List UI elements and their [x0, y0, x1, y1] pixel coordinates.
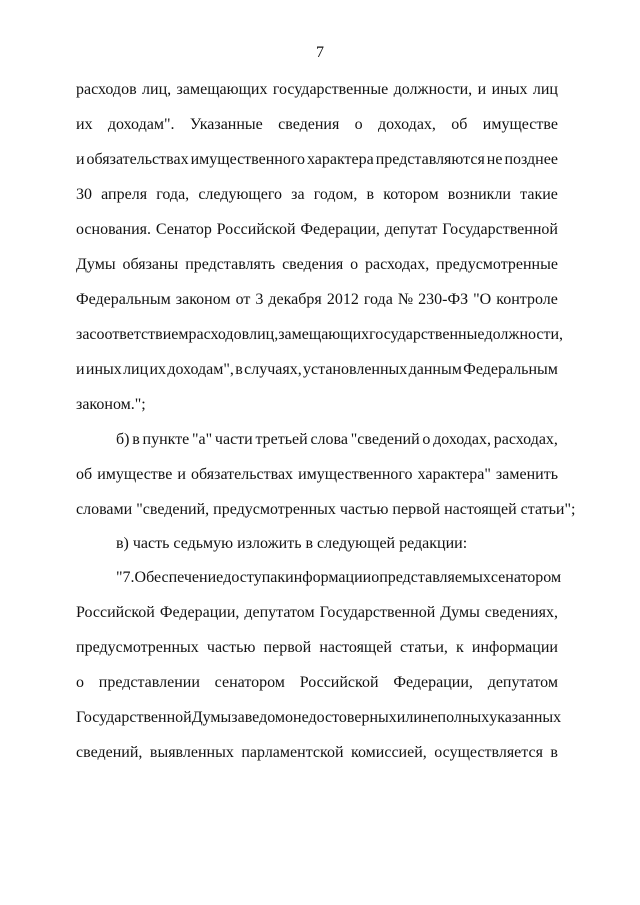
text-line: основания. Сенатор Российской Федерации, депутат Государственной — [76, 221, 558, 238]
text-line: Российской Федерации, депутатом Государственной Думы сведениях, — [76, 604, 558, 621]
text-line: о представлении сенатором Российской Федерации, депутатом — [76, 674, 558, 691]
text-line: Думы обязаны представлять сведения о расходах, предусмотренные — [76, 256, 558, 273]
text-line: в) часть седьмую изложить в следующей редакции: — [116, 535, 468, 552]
text-line: за соответствием расходов лиц, замещающих государственные должности, — [76, 326, 564, 343]
text-line: Федеральным законом от 3 декабря 2012 года № 230-ФЗ "О контроле — [76, 291, 558, 308]
text-line: их доходам". Указанные сведения о доходах, об имуществе — [76, 116, 558, 133]
text-line: Государственной Думы заведомо недостоверных или неполных указанных — [76, 709, 562, 726]
text-line: "7. Обеспечение доступа к информации о представляемых сенатором — [116, 569, 562, 586]
text-line: и обязательствах имущественного характера представляются не позднее — [76, 151, 558, 168]
text-line: расходов лиц, замещающих государственные должности, и иных лиц — [76, 81, 558, 98]
text-line: об имуществе и обязательствах имущественного характера" заменить — [76, 466, 558, 483]
text-line: законом."; — [76, 396, 146, 413]
page-number: 7 — [316, 44, 324, 61]
text-line: предусмотренных частью первой настоящей статьи, к информации — [76, 639, 558, 656]
text-line: сведений, выявленных парламентской комиссией, осуществляется в — [76, 744, 558, 761]
text-line: 30 апреля года, следующего за годом, в котором возникли такие — [76, 186, 558, 203]
text-line: и иных лиц их доходам", в случаях, установленных данным Федеральным — [76, 361, 558, 378]
text-line: словами "сведений, предусмотренных частью первой настоящей статьи"; — [76, 501, 576, 518]
text-line: б) в пункте "а" части третьей слова "сведений о доходах, расходах, — [116, 431, 558, 448]
